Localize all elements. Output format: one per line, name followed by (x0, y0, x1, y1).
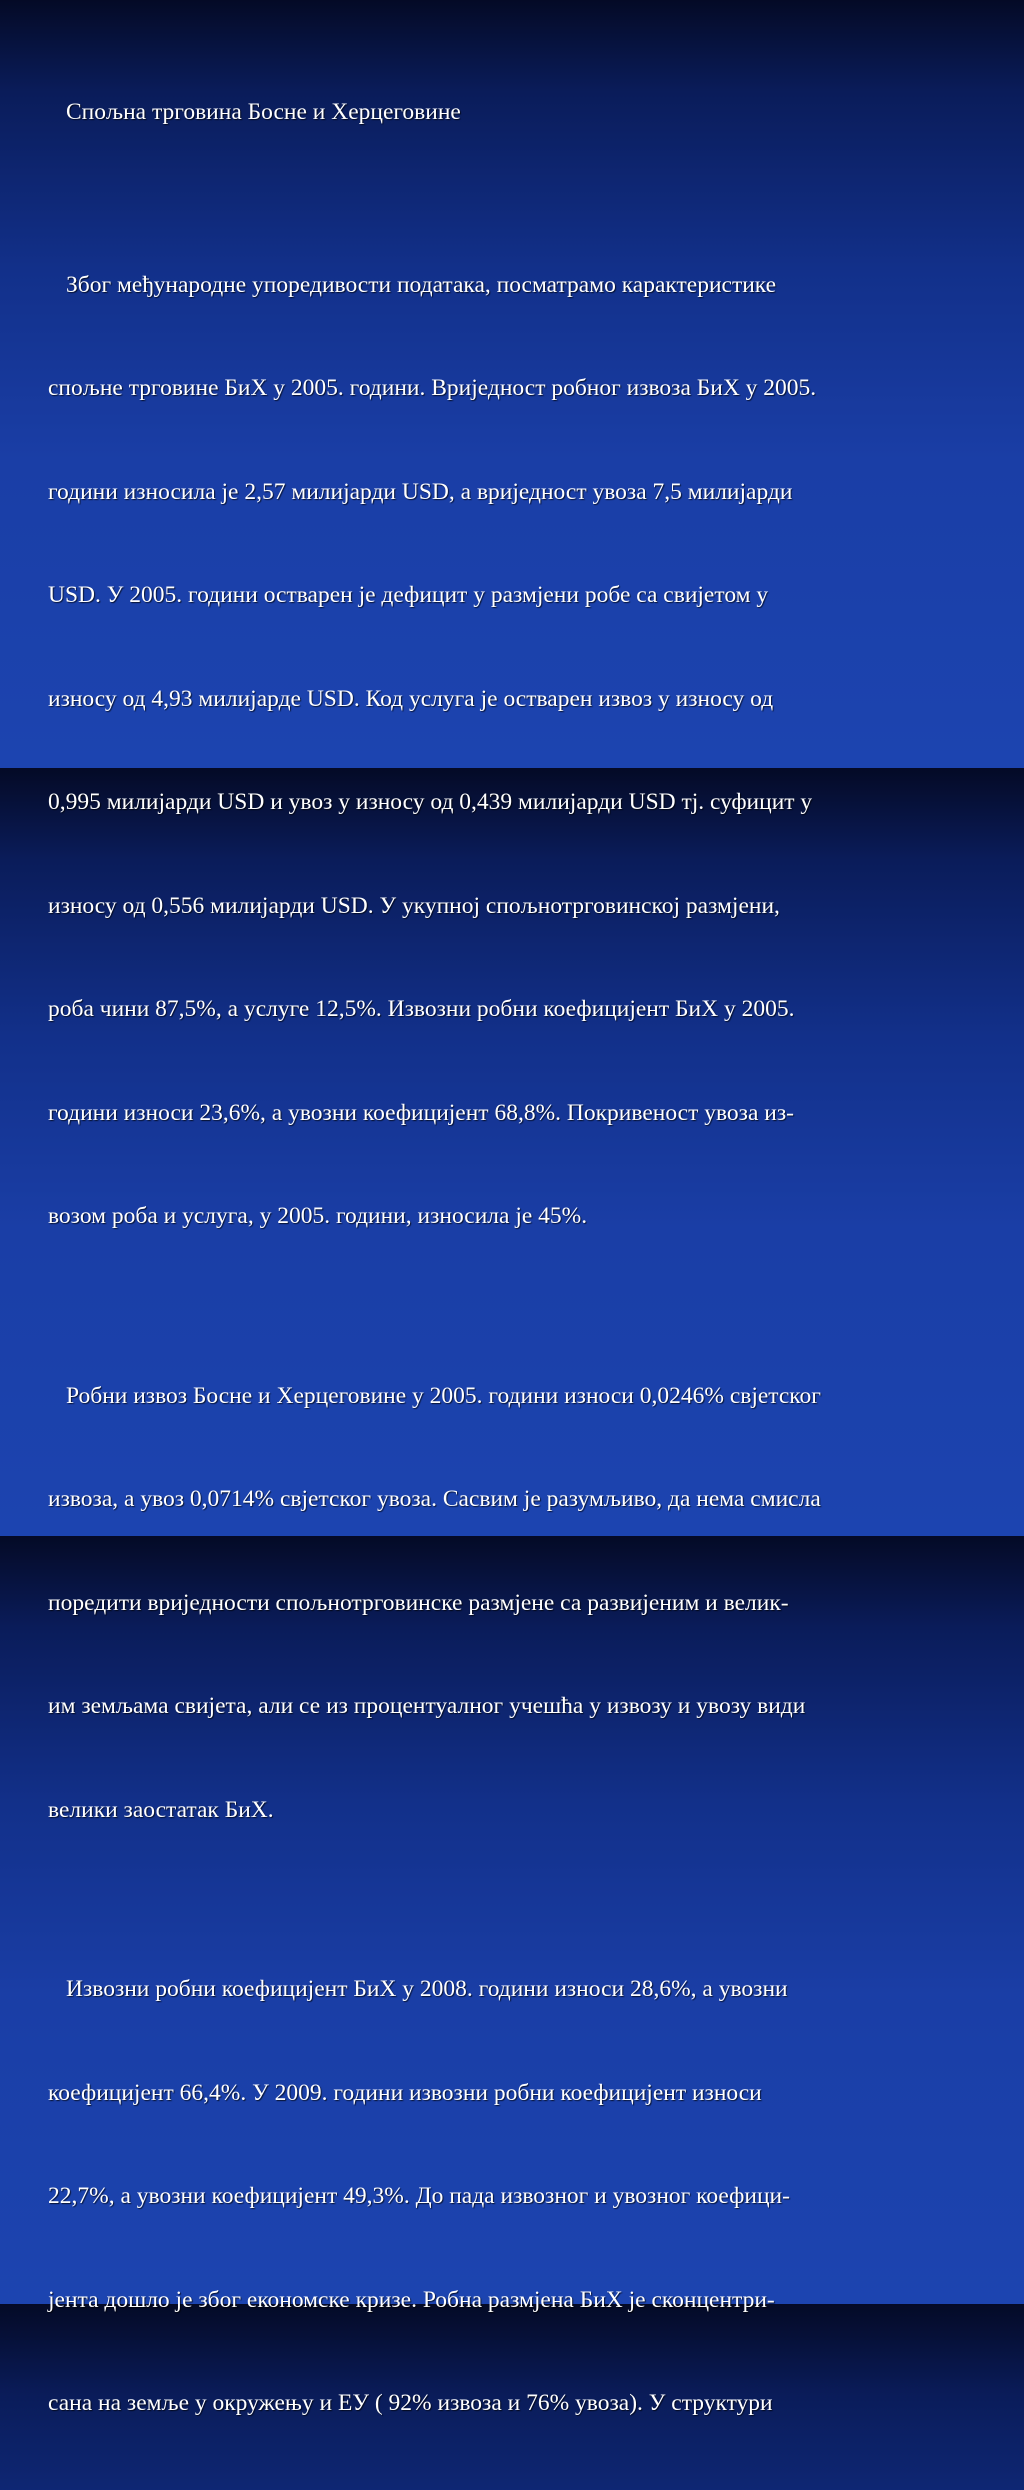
paragraph-line: години износи 23,6%, а увозни коефицијент 68,8%. Покривеност увоза из- (48, 1099, 794, 1126)
paragraph-line: години износила је 2,57 милијарди USD, а вриједност увоза 7,5 милијарди (48, 478, 793, 505)
paragraph-line: Извозни робни коефицијент БиХ у 2008. години износи 28,6%, а увозни (66, 1976, 788, 2002)
paragraph-line: велики заостатак БиХ. (48, 1796, 274, 1823)
slide-content (48, 26, 1008, 2490)
paragraph-line: коефицијент 66,4%. У 2009. години извозни робни коефицијент износи (48, 2079, 762, 2106)
paragraph-line: износу од 0,556 милијарди USD. У укупној спољнотрговинској размјени, (48, 892, 780, 919)
paragraph-line: износу од 4,93 милијарде USD. Код услуга је остварен извоз у износу од (48, 685, 774, 712)
paragraph-line: USD. У 2005. години остварен је дефицит у размјени робе са свијетом у (48, 582, 769, 608)
slide-title (48, 26, 1008, 199)
paragraph-line: 22,7%, а увозни коефицијент 49,3%. До пада извозног и увозног коефици- (48, 2183, 790, 2209)
paragraph-line: Због међународне упоредивости података, посматрамо карактеристике (66, 271, 777, 298)
paragraph-line: јента дошло је због економске кризе. Робна размјена БиХ је сконцентри- (48, 2286, 775, 2313)
paragraph-line: сана на земље у окружењу и ЕУ ( 92% извоза и 76% увоза). У структури (48, 2390, 773, 2416)
paragraph-line: 0,995 милијарди USD и увоз у износу од 0,439 милијарди USD тј. суфицит у (48, 789, 813, 815)
paragraph-line: им земљама свијета, али се из процентуалног учешћа у извозу и увозу види (48, 1693, 806, 1719)
paragraph-coefficients-2008-2009 (48, 1903, 1008, 2490)
paragraph-line: извоза, а увоз 0,0714% свјетског увоза. Сасвим је разумљиво, да нема смисла (48, 1486, 821, 1512)
paragraph-line: спољне трговине БиХ у 2005. години. Вриједност робног извоза БиХ у 2005. (48, 375, 817, 401)
paragraph-line: роба чини 87,5%, а услуге 12,5%. Извозни робни коефицијент БиХ у 2005. (48, 996, 795, 1022)
paragraph-line: поредити вриједности спољнотрговинске размјене са развијеним и велик- (48, 1589, 789, 1616)
paragraph-trade-2005 (48, 199, 1008, 1303)
paragraph-line: Робни извоз Босне и Херцеговине у 2005. години износи 0,0246% свјетског (66, 1382, 821, 1409)
slide-title-text: Спољна трговина Босне и Херцеговине (66, 99, 461, 125)
paragraph-line: возом роба и услуга, у 2005. години, износила је 45%. (48, 1203, 588, 1229)
paragraph-world-share (48, 1310, 1008, 1897)
